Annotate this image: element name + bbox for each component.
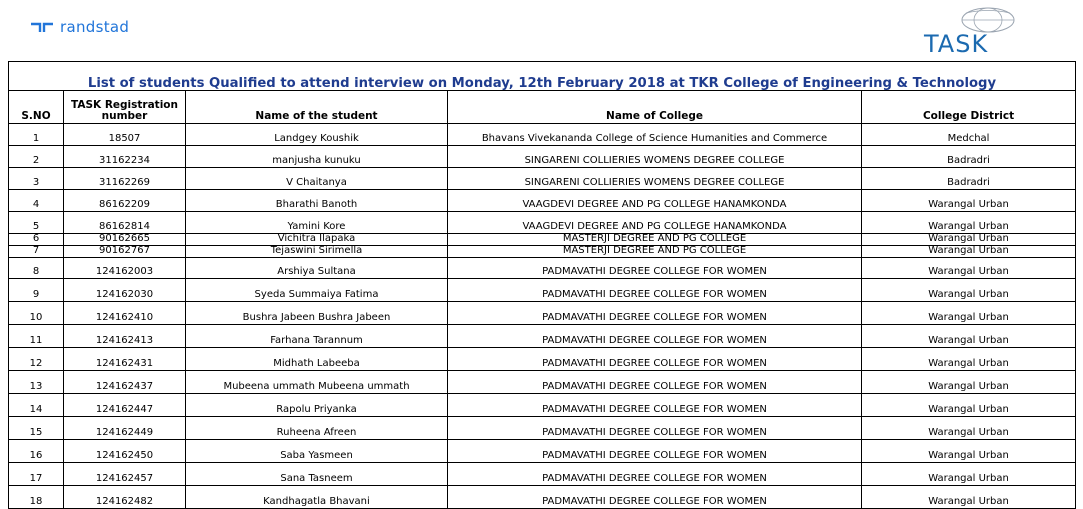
column-header-district: College District bbox=[862, 91, 1076, 124]
table-row bbox=[9, 146, 1076, 168]
cell-college-name: PADMAVATHI DEGREE COLLEGE FOR WOMEN bbox=[448, 417, 862, 440]
cell-district: Warangal Urban bbox=[862, 417, 1076, 440]
cell-district: Badradri bbox=[862, 168, 1076, 190]
cell-district: Warangal Urban bbox=[862, 325, 1076, 348]
table-row bbox=[9, 348, 1076, 371]
cell-registration: 124162450 bbox=[64, 440, 186, 463]
cell-college-name: MASTERJI DEGREE AND PG COLLEGE bbox=[448, 246, 862, 258]
cell-district: Warangal Urban bbox=[862, 348, 1076, 371]
cell-sno: 4 bbox=[9, 190, 64, 212]
table-row bbox=[9, 440, 1076, 463]
cell-sno: 18 bbox=[9, 486, 64, 509]
cell-student-name: Syeda Summaiya Fatima bbox=[186, 279, 448, 302]
cell-student-name: Tejaswini Sirimella bbox=[186, 246, 448, 258]
students-table bbox=[8, 61, 1076, 509]
cell-student-name: Midhath Labeeba bbox=[186, 348, 448, 371]
cell-district: Warangal Urban bbox=[862, 246, 1076, 258]
cell-sno: 7 bbox=[9, 246, 64, 258]
cell-sno: 1 bbox=[9, 124, 64, 146]
table-row bbox=[9, 190, 1076, 212]
column-header-college-name: Name of College bbox=[448, 91, 862, 124]
cell-district: Warangal Urban bbox=[862, 302, 1076, 325]
cell-registration: 86162209 bbox=[64, 190, 186, 212]
cell-student-name: Yamini Kore bbox=[186, 212, 448, 234]
cell-college-name: PADMAVATHI DEGREE COLLEGE FOR WOMEN bbox=[448, 279, 862, 302]
table-row bbox=[9, 279, 1076, 302]
cell-sno: 15 bbox=[9, 417, 64, 440]
cell-student-name: Bushra Jabeen Bushra Jabeen bbox=[186, 302, 448, 325]
page-header bbox=[0, 0, 1083, 60]
randstad-logo bbox=[30, 18, 129, 36]
cell-student-name: Mubeena ummath Mubeena ummath bbox=[186, 371, 448, 394]
cell-registration: 124162030 bbox=[64, 279, 186, 302]
cell-registration: 124162410 bbox=[64, 302, 186, 325]
cell-sno: 5 bbox=[9, 212, 64, 234]
cell-college-name: VAAGDEVI DEGREE AND PG COLLEGE HANAMKONDA bbox=[448, 212, 862, 234]
cell-registration: 124162413 bbox=[64, 325, 186, 348]
table-row bbox=[9, 212, 1076, 234]
task-logo-text: TASK bbox=[924, 30, 989, 58]
cell-sno: 3 bbox=[9, 168, 64, 190]
cell-college-name: PADMAVATHI DEGREE COLLEGE FOR WOMEN bbox=[448, 258, 862, 279]
cell-student-name: Kandhagatla Bhavani bbox=[186, 486, 448, 509]
cell-student-name: Ruheena Afreen bbox=[186, 417, 448, 440]
cell-registration: 31162269 bbox=[64, 168, 186, 190]
cell-college-name: PADMAVATHI DEGREE COLLEGE FOR WOMEN bbox=[448, 394, 862, 417]
cell-registration: 124162437 bbox=[64, 371, 186, 394]
cell-student-name: V Chaitanya bbox=[186, 168, 448, 190]
cell-college-name: SINGARENI COLLIERIES WOMENS DEGREE COLLEGE bbox=[448, 168, 862, 190]
cell-district: Warangal Urban bbox=[862, 279, 1076, 302]
cell-registration: 31162234 bbox=[64, 146, 186, 168]
cell-sno: 6 bbox=[9, 234, 64, 246]
task-logo bbox=[920, 4, 1060, 56]
cell-sno: 14 bbox=[9, 394, 64, 417]
cell-college-name: PADMAVATHI DEGREE COLLEGE FOR WOMEN bbox=[448, 348, 862, 371]
cell-student-name: Sana Tasneem bbox=[186, 463, 448, 486]
cell-district: Warangal Urban bbox=[862, 486, 1076, 509]
cell-college-name: MASTERJI DEGREE AND PG COLLEGE bbox=[448, 234, 862, 246]
cell-district: Medchal bbox=[862, 124, 1076, 146]
cell-sno: 17 bbox=[9, 463, 64, 486]
cell-registration: 90162767 bbox=[64, 246, 186, 258]
cell-college-name: PADMAVATHI DEGREE COLLEGE FOR WOMEN bbox=[448, 325, 862, 348]
table-row bbox=[9, 168, 1076, 190]
randstad-logo-text: randstad bbox=[60, 18, 130, 36]
column-header-registration: TASK Registration number bbox=[64, 91, 186, 124]
cell-college-name: SINGARENI COLLIERIES WOMENS DEGREE COLLEGE bbox=[448, 146, 862, 168]
cell-college-name: VAAGDEVI DEGREE AND PG COLLEGE HANAMKONDA bbox=[448, 190, 862, 212]
cell-college-name: PADMAVATHI DEGREE COLLEGE FOR WOMEN bbox=[448, 440, 862, 463]
cell-student-name: Rapolu Priyanka bbox=[186, 394, 448, 417]
table-row bbox=[9, 486, 1076, 509]
cell-district: Badradri bbox=[862, 146, 1076, 168]
cell-sno: 9 bbox=[9, 279, 64, 302]
cell-district: Warangal Urban bbox=[862, 190, 1076, 212]
cell-college-name: PADMAVATHI DEGREE COLLEGE FOR WOMEN bbox=[448, 463, 862, 486]
cell-student-name: Bharathi Banoth bbox=[186, 190, 448, 212]
cell-college-name: PADMAVATHI DEGREE COLLEGE FOR WOMEN bbox=[448, 486, 862, 509]
cell-college-name: PADMAVATHI DEGREE COLLEGE FOR WOMEN bbox=[448, 371, 862, 394]
table-title: List of students Qualified to attend interview on Monday, 12th February 2018 at TKR College of Engineering & Technology bbox=[9, 62, 1076, 91]
cell-student-name: Landgey Koushik bbox=[186, 124, 448, 146]
randstad-mark-icon bbox=[30, 20, 54, 34]
table-header-row bbox=[9, 91, 1076, 124]
cell-district: Warangal Urban bbox=[862, 234, 1076, 246]
cell-sno: 10 bbox=[9, 302, 64, 325]
cell-student-name: Farhana Tarannum bbox=[186, 325, 448, 348]
cell-district: Warangal Urban bbox=[862, 258, 1076, 279]
table-row bbox=[9, 371, 1076, 394]
cell-district: Warangal Urban bbox=[862, 371, 1076, 394]
cell-sno: 8 bbox=[9, 258, 64, 279]
cell-student-name: manjusha kunuku bbox=[186, 146, 448, 168]
cell-sno: 13 bbox=[9, 371, 64, 394]
cell-district: Warangal Urban bbox=[862, 463, 1076, 486]
table-row bbox=[9, 325, 1076, 348]
cell-registration: 86162814 bbox=[64, 212, 186, 234]
cell-registration: 124162449 bbox=[64, 417, 186, 440]
table-row bbox=[9, 258, 1076, 279]
cell-registration: 124162431 bbox=[64, 348, 186, 371]
cell-student-name: Saba Yasmeen bbox=[186, 440, 448, 463]
cell-sno: 2 bbox=[9, 146, 64, 168]
table-row bbox=[9, 417, 1076, 440]
cell-district: Warangal Urban bbox=[862, 212, 1076, 234]
cell-sno: 12 bbox=[9, 348, 64, 371]
cell-student-name: Vichitra Ilapaka bbox=[186, 234, 448, 246]
table-row bbox=[9, 234, 1076, 246]
cell-district: Warangal Urban bbox=[862, 394, 1076, 417]
cell-registration: 18507 bbox=[64, 124, 186, 146]
cell-district: Warangal Urban bbox=[862, 440, 1076, 463]
cell-registration: 90162665 bbox=[64, 234, 186, 246]
cell-registration: 124162003 bbox=[64, 258, 186, 279]
cell-registration: 124162447 bbox=[64, 394, 186, 417]
table-row bbox=[9, 394, 1076, 417]
cell-sno: 16 bbox=[9, 440, 64, 463]
table-row bbox=[9, 463, 1076, 486]
cell-registration: 124162482 bbox=[64, 486, 186, 509]
cell-sno: 11 bbox=[9, 325, 64, 348]
cell-student-name: Arshiya Sultana bbox=[186, 258, 448, 279]
cell-college-name: Bhavans Vivekananda College of Science Humanities and Commerce bbox=[448, 124, 862, 146]
table-row bbox=[9, 246, 1076, 258]
cell-registration: 124162457 bbox=[64, 463, 186, 486]
cell-college-name: PADMAVATHI DEGREE COLLEGE FOR WOMEN bbox=[448, 302, 862, 325]
table-row bbox=[9, 124, 1076, 146]
column-header-sno: S.NO bbox=[9, 91, 64, 124]
column-header-student-name: Name of the student bbox=[186, 91, 448, 124]
table-row bbox=[9, 302, 1076, 325]
